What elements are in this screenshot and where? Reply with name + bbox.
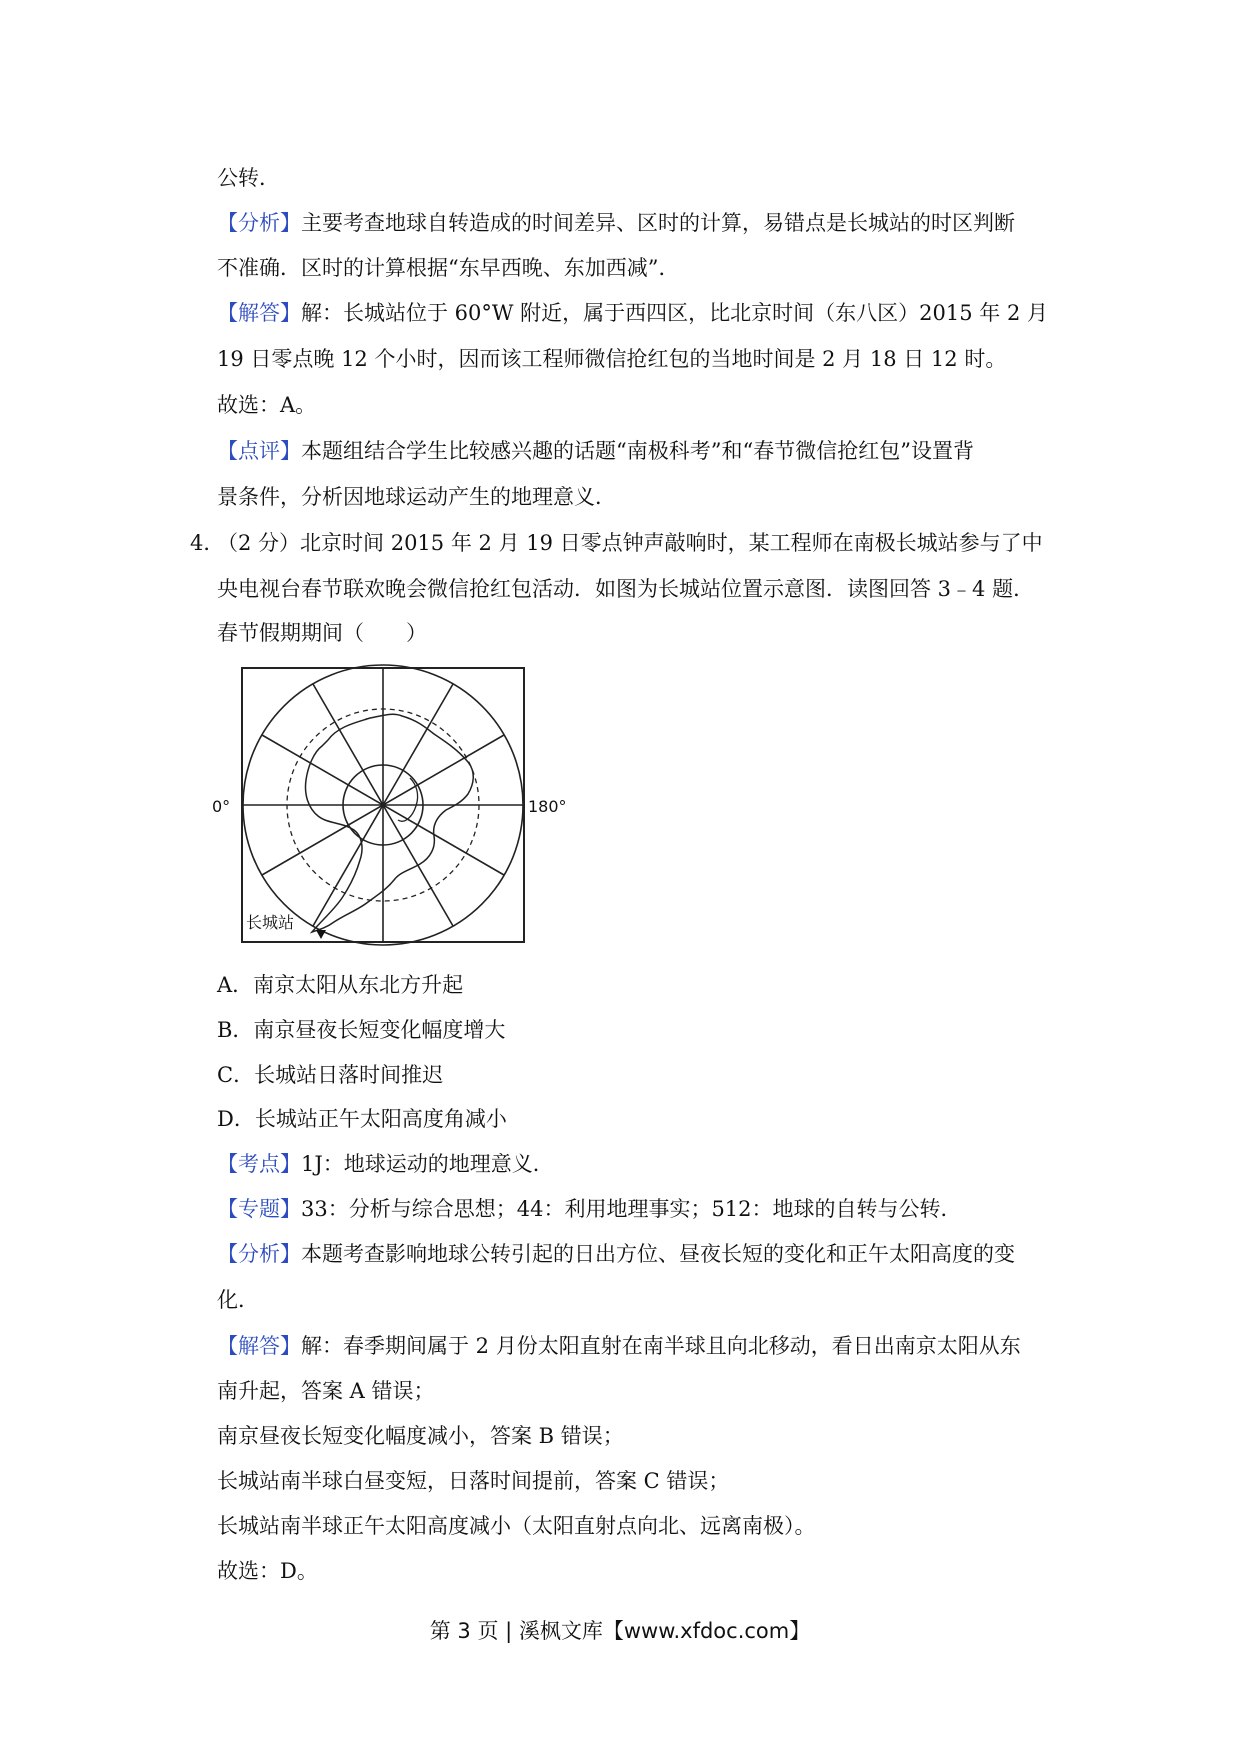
- kaodian-text: 1J：地球运动的地理意义．: [301, 1152, 554, 1176]
- answer-paragraph: [217, 298, 1048, 328]
- label-changcheng-station: 长城站: [246, 913, 295, 932]
- answer-text-q4-l3: 南京昼夜长短变化幅度减小，答案 B 错误；: [217, 1424, 624, 1448]
- answer-text: 解：长城站位于 60°W 附近，属于西四区，比北京时间（东八区）2015 年 2 月: [301, 301, 1048, 325]
- label-0-degree: 0°: [212, 797, 231, 816]
- text-line: 公转．: [217, 166, 280, 190]
- analysis-text-q4-cont: 化．: [217, 1288, 259, 1312]
- option-d: D．长城站正午太阳高度角减小: [217, 1107, 507, 1131]
- answer-text-q4-l4: 长城站南半球白昼变短，日落时间提前，答案 C 错误；: [217, 1469, 730, 1493]
- antarctica-polar-map: [210, 660, 590, 960]
- answer-text-q4: 解：春季期间属于 2 月份太阳直射在南半球且向北移动，看日出南京太阳从东: [301, 1334, 1021, 1358]
- option-b: B．南京昼夜长短变化幅度增大: [217, 1018, 506, 1042]
- analysis-text-cont: 不准确．区时的计算根据“东早西晚、东加西减”．: [217, 256, 680, 280]
- analysis-tag-q4: 【分析】: [217, 1242, 301, 1266]
- answer-tag-q4: 【解答】: [217, 1334, 301, 1358]
- option-c: C．长城站日落时间推迟: [217, 1063, 444, 1087]
- zhuanti-tag: 【专题】: [217, 1197, 301, 1221]
- comment-paragraph: [217, 436, 974, 466]
- answer-text-q4-l2: 南升起，答案 A 错误；: [217, 1379, 435, 1403]
- question-stem: （2 分）北京时间 2015 年 2 月 19 日零点钟声敲响时，某工程师在南极长城站参与了中: [217, 531, 1043, 555]
- comment-text-cont: 景条件，分析因地球运动产生的地理意义．: [217, 485, 616, 509]
- zhuanti-paragraph: [217, 1194, 962, 1224]
- comment-tag: 【点评】: [217, 439, 301, 463]
- question-stem-cont: 央电视台春节联欢晚会微信抢红包活动．如图为长城站位置示意图．读图回答 3﹣4 题．: [217, 577, 1035, 601]
- answer-text-cont: 19 日零点晚 12 个小时，因而该工程师微信抢红包的当地时间是 2 月 18 日 12 时。: [217, 347, 1007, 371]
- analysis-tag: 【分析】: [217, 211, 301, 235]
- answer-text-q4-l5: 长城站南半球正午太阳高度减小（太阳直射点向北、远离南极）。: [217, 1514, 816, 1538]
- question-number: 4．: [190, 531, 225, 555]
- analysis-paragraph: [217, 208, 1015, 238]
- page-footer: 第 3 页 | 溪枫文库【www.xfdoc.com】: [429, 1619, 811, 1643]
- comment-text: 本题组结合学生比较感兴趣的话题“南极科考”和“春节微信抢红包”设置背: [301, 439, 974, 463]
- analysis-text: 主要考查地球自转造成的时间差异、区时的计算，易错点是长城站的时区判断: [301, 211, 1015, 235]
- kaodian-paragraph: [217, 1149, 554, 1179]
- answer-paragraph-q4: [217, 1331, 1021, 1361]
- question-stem-cont2: 春节假期期间（ ）: [217, 621, 427, 645]
- analysis-paragraph-q4: [217, 1239, 1015, 1269]
- analysis-text-q4: 本题考查影响地球公转引起的日出方位、昼夜长短的变化和正午太阳高度的变: [301, 1242, 1015, 1266]
- kaodian-tag: 【考点】: [217, 1152, 301, 1176]
- label-180-degree: 180°: [528, 797, 567, 816]
- zhuanti-text: 33：分析与综合思想；44：利用地理事实；512：地球的自转与公转．: [301, 1197, 962, 1221]
- choose-line: 故选：A。: [217, 393, 317, 417]
- answer-tag: 【解答】: [217, 301, 301, 325]
- option-a: A．南京太阳从东北方升起: [217, 973, 464, 997]
- choose-line-q4: 故选：D。: [217, 1559, 318, 1583]
